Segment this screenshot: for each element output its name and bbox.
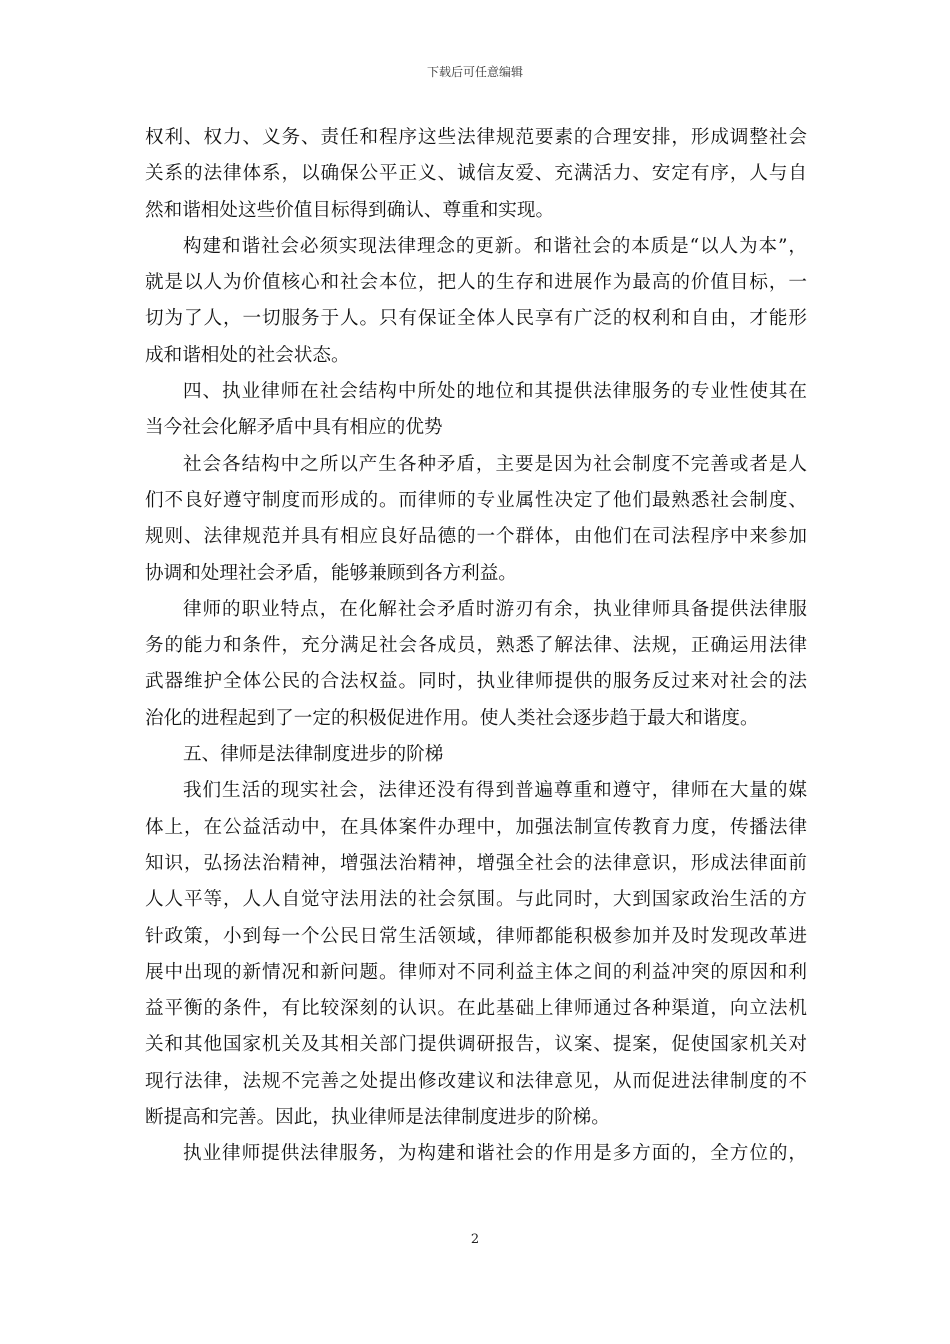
paragraph (145, 737, 807, 773)
text-line: 断提高和完善。因此，执业律师是法律制度进步的阶梯。 (145, 1107, 610, 1129)
paragraph (145, 229, 807, 374)
text-line: 社会各结构中之所以产生各种矛盾，主要是因为社会制度不完善或者是人 (183, 453, 807, 475)
text-line: 治化的进程起到了一定的积极促进作用。使人类社会逐步趋于最大和谐度。 (145, 707, 759, 729)
paragraph (145, 773, 807, 1136)
paragraph (145, 120, 807, 229)
text-line: 现行法律，法规不完善之处提出修改建议和法律意见，从而促进法律制度的不 (145, 1070, 807, 1092)
page-number: 2 (470, 1232, 480, 1247)
page-header: 下载后可任意编辑 (426, 65, 523, 79)
text-line: 关和其他国家机关及其相关部门提供调研报告，议案、提案，促使国家机关对 (145, 1034, 807, 1056)
text-line: 四、执业律师在社会结构中所处的地位和其提供法律服务的专业性使其在 (183, 381, 807, 403)
text-line: 展中出现的新情况和新问题。律师对不同利益主体之间的利益冲突的原因和利 (145, 961, 807, 983)
text-line: 知识，弘扬法治精神，增强法治精神，增强全社会的法律意识，形成法律面前 (145, 852, 807, 874)
text-line: 就是以人为价值核心和社会本位，把人的生存和进展作为最高的价值目标，一 (145, 272, 807, 294)
text-line: 人人平等，人人自觉守法用法的社会氛围。与此同时，大到国家政治生活的方 (145, 889, 807, 911)
paragraph (145, 1136, 807, 1172)
paragraph (145, 592, 807, 737)
text-line: 然和谐相处这些价值目标得到确认、尊重和实现。 (145, 199, 555, 221)
text-line: 协调和处理社会矛盾，能够兼顾到各方利益。 (145, 562, 517, 584)
text-line: 五、律师是法律制度进步的阶梯 (183, 744, 444, 766)
text-line: 规则、法律规范并具有相应良好品德的一个群体，由他们在司法程序中来参加 (145, 526, 807, 548)
text-line: 成和谐相处的社会状态。 (145, 344, 350, 366)
text-line: 当今社会化解矛盾中具有相应的优势 (145, 417, 443, 439)
text-line: 益平衡的条件，有比较深刻的认识。在此基础上律师通过各种渠道，向立法机 (145, 998, 807, 1020)
text-line: 权利、权力、义务、责任和程序这些法律规范要素的合理安排，形成调整社会 (145, 127, 807, 148)
text-line: 体上，在公益活动中，在具体案件办理中，加强法制宣传教育力度，传播法律 (145, 816, 807, 838)
text-line: 关系的法律体系，以确保公平正义、诚信友爱、充满活力、安定有序，人与自 (145, 163, 807, 185)
text-line: 律师的职业特点，在化解社会矛盾时游刃有余，执业律师具备提供法律服 (183, 598, 807, 620)
text-line: 务的能力和条件，充分满足社会各成员，熟悉了解法律、法规，正确运用法律 (145, 635, 807, 657)
paragraph (145, 447, 807, 592)
text-line: 们不良好遵守制度而形成的。而律师的专业属性决定了他们最熟悉社会制度、 (145, 489, 807, 511)
text-line: 针政策，小到每一个公民日常生活领域，律师都能积极参加并及时发现改革进 (145, 925, 807, 947)
paragraph (145, 374, 807, 447)
text-line: 我们生活的现实社会，法律还没有得到普遍尊重和遵守，律师在大量的媒 (183, 780, 807, 802)
text-line: 武器维护全体公民的合法权益。同时，执业律师提供的服务反过来对社会的法 (145, 671, 807, 693)
text-line: 构建和谐社会必须实现法律理念的更新。和谐社会的本质是“以人为本”， (183, 235, 807, 257)
text-line: 切为了人，一切服务于人。只有保证全体人民享有广泛的权利和自由，才能形 (145, 308, 807, 330)
text-line: 执业律师提供法律服务，为构建和谐社会的作用是多方面的，全方位的， (183, 1143, 807, 1165)
document-body (145, 120, 807, 1173)
